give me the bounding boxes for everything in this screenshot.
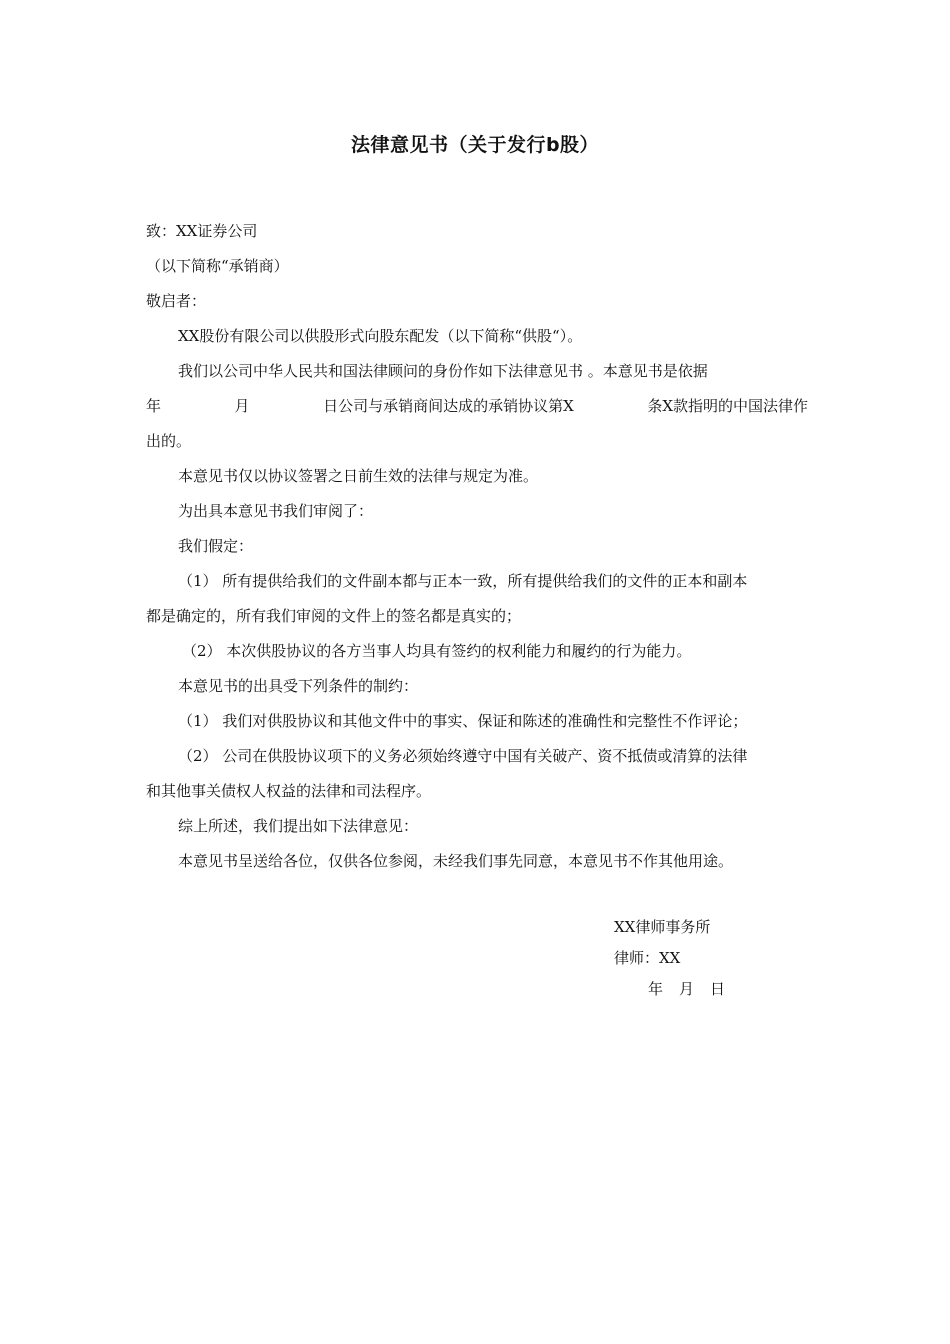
paragraph-2-line-2 (146, 389, 808, 424)
assumption-1-line-1: （1） 所有提供给我们的文件副本都与正本一致，所有提供给我们的文件的正本和副本 (178, 572, 748, 590)
clause-text: 条X款指明的中国法律作 (647, 397, 808, 415)
paragraph-7: 综上所述，我们提出如下法律意见： (178, 817, 419, 835)
paragraph-2-line-1: 我们以公司中华人民共和国法律顾问的身份作如下法律意见书 。本意见书是依据 (178, 362, 708, 380)
assumption-1-line-2: 都是确定的，所有我们审阅的文件上的签名都是真实的； (146, 607, 522, 625)
condition-1: （1） 我们对供股协议和其他文件中的事实、保证和陈述的准确性和完整性不作评论； (178, 712, 748, 730)
paragraph-2-line-3: 出的。 (146, 432, 192, 450)
assumption-2: （2） 本次供股协议的各方当事人均具有签约的权利能力和履约的行为能力。 (182, 642, 692, 660)
addressee-note: （以下简称“承销商） (146, 257, 289, 275)
addressee: 致：XX证券公司 (146, 222, 258, 240)
lawyer-name: 律师：XX (614, 949, 681, 967)
date-year-label: 年 (146, 397, 162, 415)
paragraph-3: 本意见书仅以协议签署之日前生效的法律与规定为准。 (178, 467, 539, 485)
condition-2-line-1: （2） 公司在供股协议项下的义务必须始终遵守中国有关破产、资不抵债或清算的法律 (178, 747, 748, 765)
paragraph-8: 本意见书呈送给各位，仅供各位参阅，未经我们事先同意，本意见书不作其他用途。 (178, 852, 734, 870)
paragraph-6: 本意见书的出具受下列条件的制约： (178, 677, 419, 695)
document-body (146, 214, 808, 879)
signature-block (614, 912, 814, 1005)
date-month-label: 月 (234, 397, 250, 415)
date-day-text: 日公司与承销商间达成的承销协议第X (323, 397, 574, 415)
condition-2-line-2: 和其他事关债权人权益的法律和司法程序。 (146, 782, 432, 800)
law-firm-name: XX律师事务所 (614, 918, 711, 936)
signature-date: 年月日 (648, 980, 742, 998)
salutation: 敬启者： (146, 292, 207, 310)
paragraph-4: 为出具本意见书我们审阅了： (178, 502, 374, 520)
paragraph-1: XX股份有限公司以供股形式向股东配发（以下简称“供股“）。 (178, 327, 583, 345)
document-title: 法律意见书（关于发行b股） (350, 134, 600, 156)
paragraph-5: 我们假定： (178, 537, 254, 555)
